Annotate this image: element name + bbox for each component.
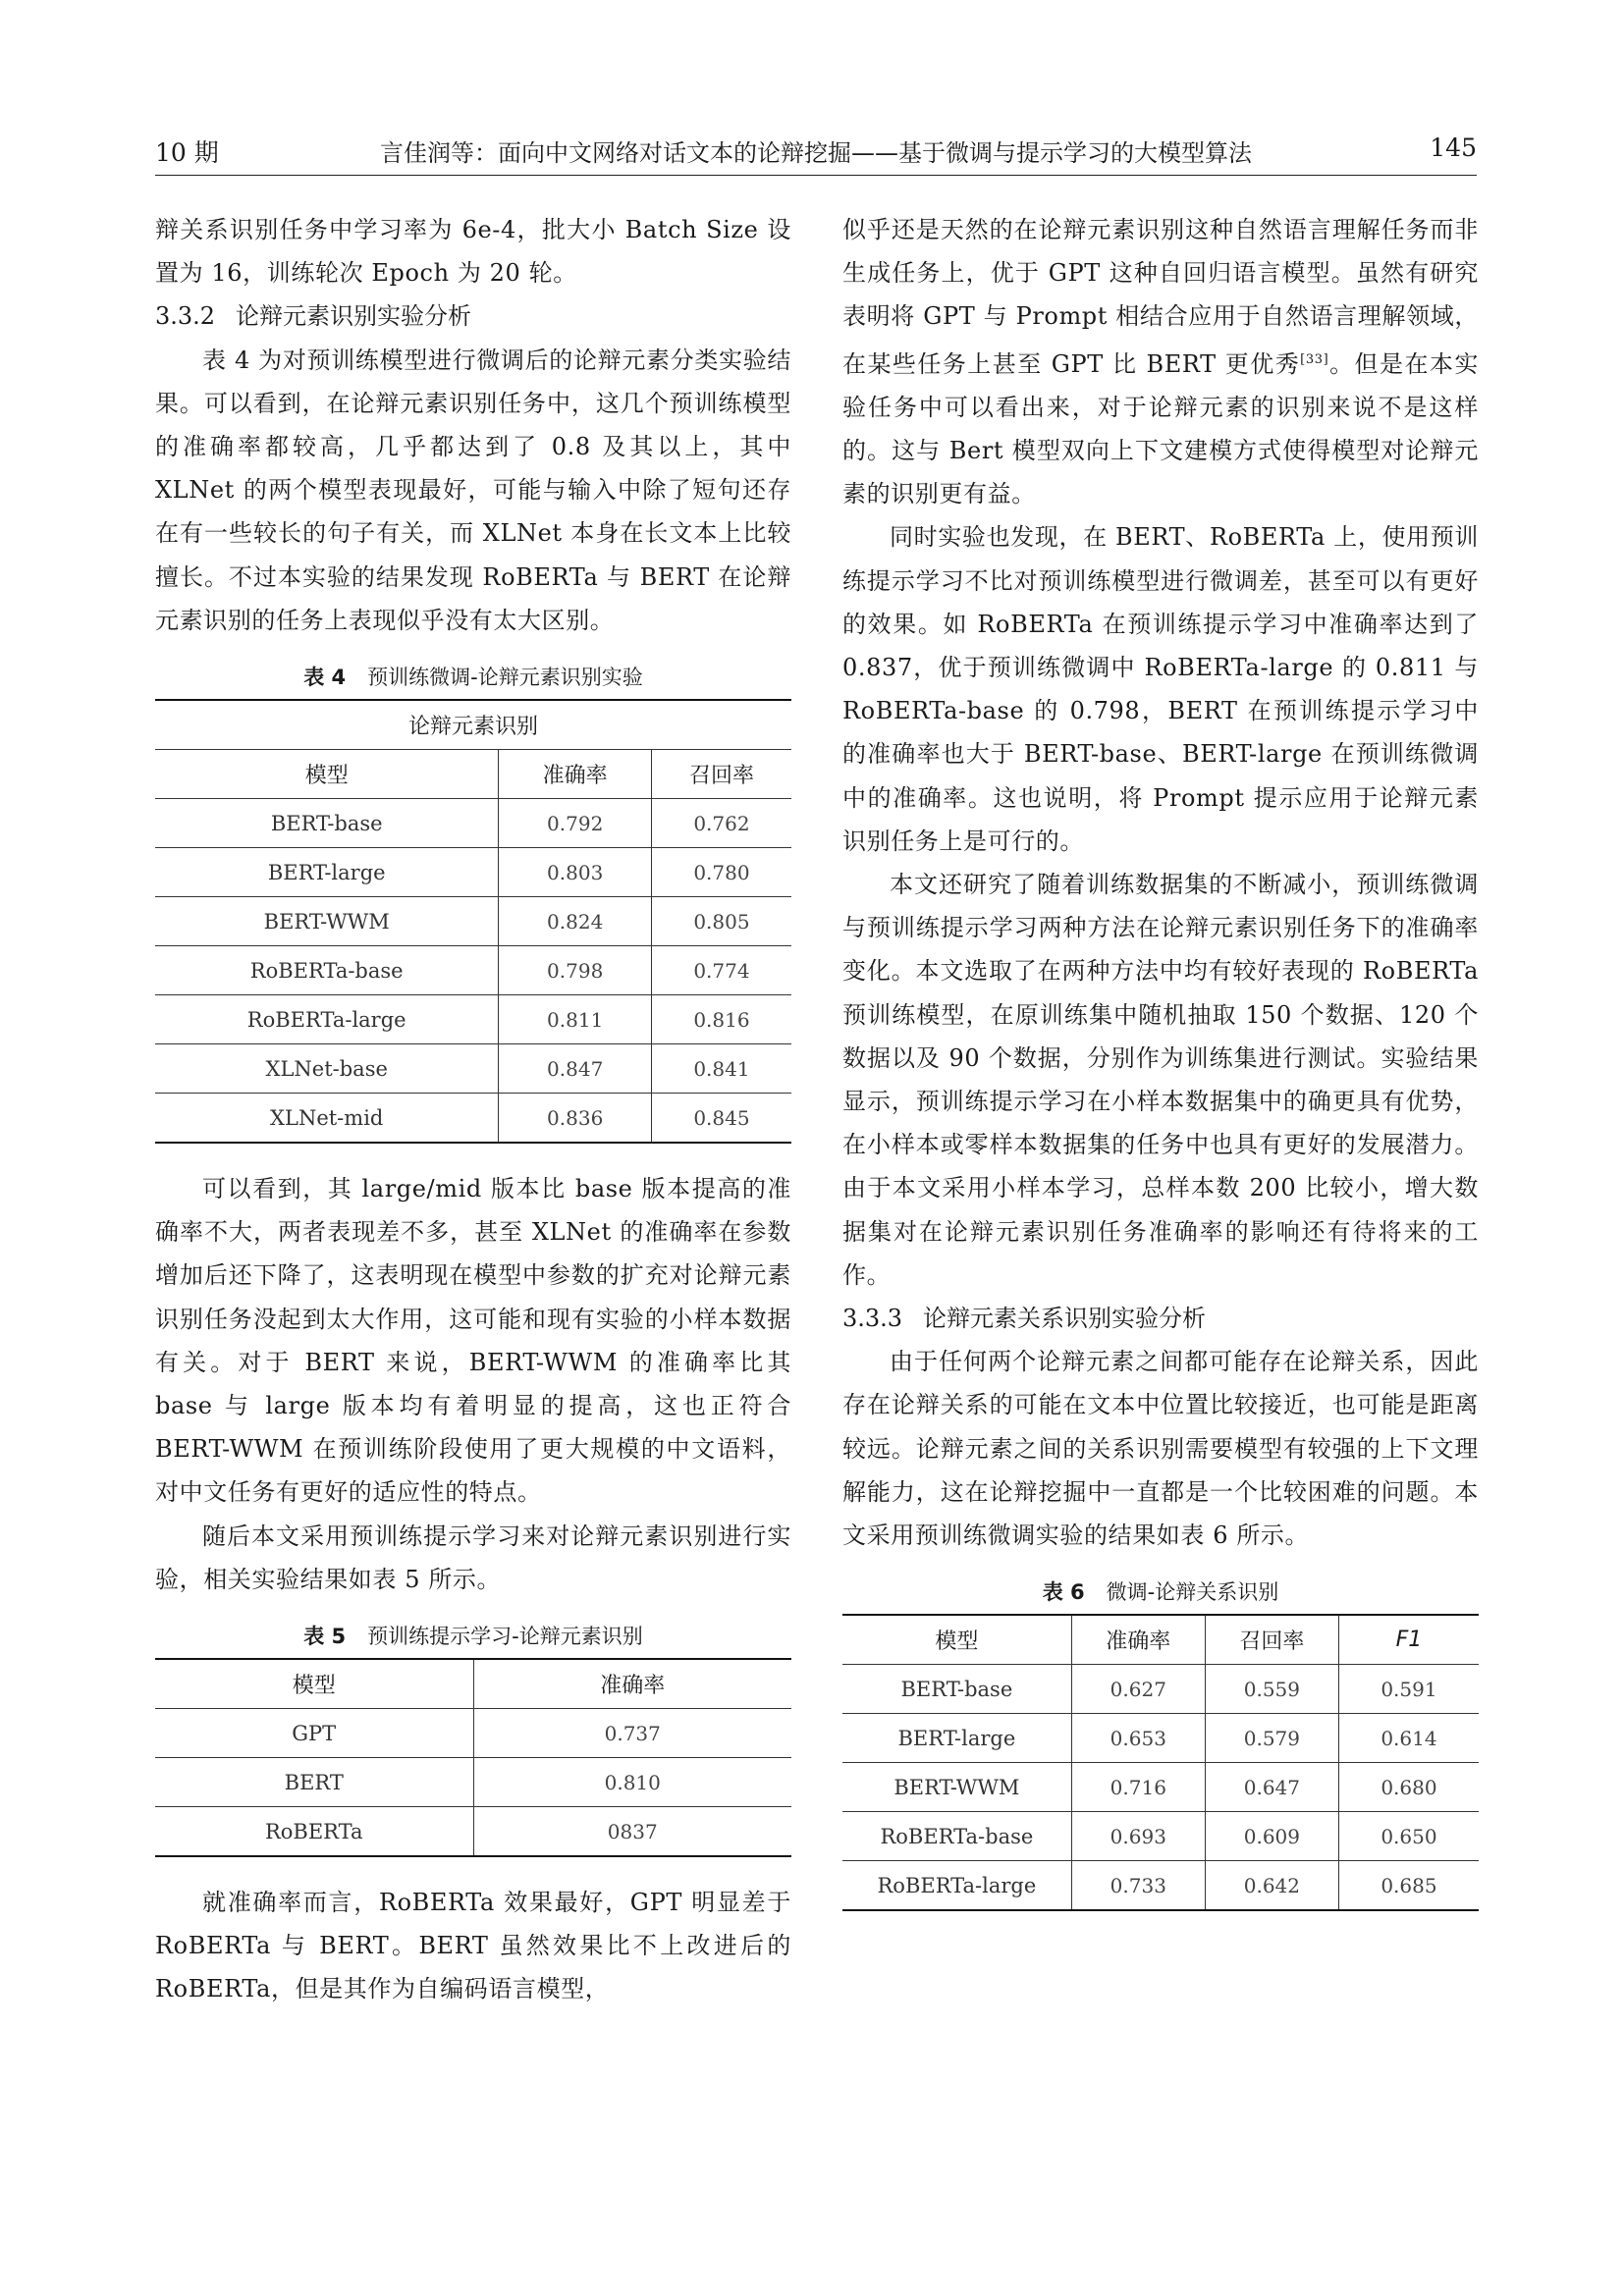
table-row <box>155 1094 791 1144</box>
table-caption <box>842 1576 1479 1608</box>
table-row <box>155 799 791 848</box>
table-4 <box>155 699 791 1144</box>
table-cell: 0.841 <box>651 1044 791 1094</box>
table-cell: RoBERTa-base <box>842 1812 1071 1861</box>
table-cell: 0.816 <box>651 995 791 1044</box>
paragraph <box>842 208 1479 515</box>
table-number: 表 4 <box>303 666 347 690</box>
issue-number: 10 期 <box>155 138 219 167</box>
table-row <box>842 1812 1479 1861</box>
table-cell: RoBERTa-base <box>155 946 499 995</box>
table-caption <box>155 662 791 693</box>
table-cell: 0.559 <box>1205 1665 1338 1714</box>
table-cell: 0.811 <box>499 995 652 1044</box>
table-cell: 0.591 <box>1338 1665 1479 1714</box>
table-cell: 0.836 <box>499 1094 652 1144</box>
table-column-header: 模型 <box>155 1659 473 1709</box>
table-cell: 0.803 <box>499 848 652 897</box>
table-row <box>842 1714 1479 1763</box>
table-cell: XLNet-mid <box>155 1094 499 1144</box>
table-cell: RoBERTa <box>155 1807 473 1857</box>
paragraph: 可以看到，其 large/mid 版本比 base 版本提高的准确率不大，两者表现差不多，甚至 XLNet 的准确率在参数增加后还下降了，这表明现在模型中参数的扩充对论辩元素识别任务没起到太大作用，这可能和现有实验的小样本数据有关。对于 BERT 来说，BERT-WWM 的准确率比其 base 与 large 版本均有着明显的提高，这也正符合 BERT-WWM 在预训练阶段使用了更大规模的中文语料，对中文任务有更好的适应性的特点。 <box>155 1175 791 1507</box>
paragraph: 同时实验也发现，在 BERT、RoBERTa 上，使用预训练提示学习不比对预训练模型进行微调差，甚至可以有更好的效果。如 RoBERTa 在预训练提示学习中准确率达到了 0.837，优于预训练微调中 RoBERTa-large 的 0.811 与 RoBERTa-base 的 0.798，BERT 在预训练提示学习中的准确率也大于 BERT-base、BERT-large 在预训练微调中的准确率。这也说明，将 Prompt 提示应用于论辩元素识别任务上是可行的。 <box>842 523 1479 855</box>
paragraph: 辩关系识别任务中学习率为 6e-4，批大小 Batch Size 设置为 16，训练轮次 Epoch 为 20 轮。 <box>155 216 791 288</box>
table-cell: 0.579 <box>1205 1714 1338 1763</box>
table-row <box>155 1807 791 1857</box>
section-heading <box>842 1297 1479 1340</box>
table-cell: 0.810 <box>473 1758 791 1807</box>
table-column-header: F1 <box>1338 1615 1479 1665</box>
page-number: 145 <box>1430 133 1477 162</box>
header-rule <box>155 175 1477 176</box>
table-cell: 0.805 <box>651 897 791 946</box>
paragraph: 随后本文采用预训练提示学习来对论辩元素识别进行实验，相关实验结果如表 5 所示。 <box>155 1522 791 1593</box>
table-column-header: 准确率 <box>499 750 652 799</box>
table-cell: BERT-large <box>842 1714 1071 1763</box>
section-number: 3.3.2 <box>155 302 216 331</box>
table-cell: BERT-WWM <box>842 1763 1071 1812</box>
table-row <box>155 1709 791 1758</box>
table-row <box>155 897 791 946</box>
citation-marker: [33] <box>1300 351 1329 367</box>
table-row <box>842 1665 1479 1714</box>
table-cell: 0.685 <box>1338 1861 1479 1911</box>
table-cell: 0837 <box>473 1807 791 1857</box>
table-cell: 0.716 <box>1071 1763 1205 1812</box>
table-title: 预训练提示学习-论辩元素识别 <box>367 1625 643 1649</box>
table-cell: 0.627 <box>1071 1665 1205 1714</box>
table-cell: 0.733 <box>1071 1861 1205 1911</box>
paragraph: 本文还研究了随着训练数据集的不断减小，预训练微调与预训练提示学习两种方法在论辩元素识别任务下的准确率变化。本文选取了在两种方法中均有较好表现的 RoBERTa 预训练模型，在原训练集中随机抽取 150 个数据、120 个数据以及 90 个数据，分别作为训练集进行测试。实验结果显示，预训练提示学习在小样本数据集中的确更具有优势，在小样本或零样本数据集的任务中也具有更好的发展潜力。由于本文采用小样本学习，总样本数 200 比较小，增大数据集对在论辩元素识别任务准确率的影响还有待将来的工作。 <box>842 871 1479 1289</box>
section-title: 论辩元素关系识别实验分析 <box>923 1305 1206 1333</box>
table-cell: GPT <box>155 1709 473 1758</box>
table-cell: 0.647 <box>1205 1763 1338 1812</box>
table-number: 表 5 <box>303 1625 347 1649</box>
paragraph: 表 4 为对预训练模型进行微调后的论辩元素分类实验结果。可以看到，在论辩元素识别任务中，这几个预训练模型的准确率都较高，几乎都达到了 0.8 及其以上，其中 XLNet 的两个模型表现最好，可能与输入中除了短句还存在有一些较长的句子有关，而 XLNet 本身在长文本上比较擅长。不过本实验的结果发现 RoBERTa 与 BERT 在论辩元素识别的任务上表现似乎没有太大区别。 <box>155 346 791 634</box>
table-cell: 0.642 <box>1205 1861 1338 1911</box>
table-cell: 0.762 <box>651 799 791 848</box>
table-cell: RoBERTa-large <box>155 995 499 1044</box>
paragraph: 就准确率而言，RoBERTa 效果最好，GPT 明显差于 RoBERTa 与 BERT。BERT 虽然效果比不上改进后的 RoBERTa，但是其作为自编码语言模型， <box>155 1889 791 2003</box>
table-column-header: 召回率 <box>1205 1615 1338 1665</box>
table-row <box>155 848 791 897</box>
table-row <box>155 946 791 995</box>
table-row <box>842 1763 1479 1812</box>
table-caption <box>155 1621 791 1652</box>
right-column <box>842 208 1479 1911</box>
table-column-header: 召回率 <box>651 750 791 799</box>
section-number: 3.3.3 <box>842 1305 903 1333</box>
table-title: 预训练微调-论辩元素识别实验 <box>367 666 643 690</box>
table-cell: 0.680 <box>1338 1763 1479 1812</box>
table-cell: BERT-base <box>155 799 499 848</box>
table-cell: 0.798 <box>499 946 652 995</box>
table-row <box>842 1861 1479 1911</box>
table-cell: RoBERTa-large <box>842 1861 1071 1911</box>
paragraph: 由于任何两个论辩元素之间都可能存在论辩关系，因此存在论辩关系的可能在文本中位置比较接近，也可能是距离较远。论辩元素之间的关系识别需要模型有较强的上下文理解能力，这在论辩挖掘中一直都是一个比较困难的问题。本文采用预训练微调实验的结果如表 6 所示。 <box>842 1348 1479 1550</box>
table-column-header: 准确率 <box>1071 1615 1205 1665</box>
table-column-header: 模型 <box>842 1615 1071 1665</box>
table-row <box>155 1758 791 1807</box>
table-row <box>155 1044 791 1094</box>
table-cell: 0.824 <box>499 897 652 946</box>
table-column-header: 准确率 <box>473 1659 791 1709</box>
table-cell: 0.650 <box>1338 1812 1479 1861</box>
table-group-header: 论辩元素识别 <box>155 700 791 750</box>
table-cell: BERT-large <box>155 848 499 897</box>
table-cell: BERT-base <box>842 1665 1071 1714</box>
table-cell: BERT <box>155 1758 473 1807</box>
table-cell: 0.609 <box>1205 1812 1338 1861</box>
table-cell: 0.780 <box>651 848 791 897</box>
table-cell: 0.792 <box>499 799 652 848</box>
table-cell: 0.693 <box>1071 1812 1205 1861</box>
paragraph-text: 似乎还是天然的在论辩元素识别这种自然语言理解任务而非生成任务上，优于 GPT 这种自回归语言模型。虽然有研究表明将 GPT 与 Prompt 相结合应用于自然语言理解领域，在某些任务上甚至 GPT 比 BERT 更优秀 <box>842 216 1479 378</box>
section-heading <box>155 294 791 338</box>
table-cell: BERT-WWM <box>155 897 499 946</box>
paragraph-text: 。但是在本实验任务中可以看出来，对于论辩元素的识别来说不是这样的。这与 Bert 模型双向上下文建模方式使得模型对论辩元素的识别更有益。 <box>842 349 1479 508</box>
table-cell: 0.653 <box>1071 1714 1205 1763</box>
table-cell: 0.774 <box>651 946 791 995</box>
left-column <box>155 208 791 2011</box>
running-header <box>155 133 1477 173</box>
table-cell: 0.614 <box>1338 1714 1479 1763</box>
table-column-header: 模型 <box>155 750 499 799</box>
table-number: 表 6 <box>1042 1580 1085 1605</box>
table-5 <box>155 1658 791 1857</box>
table-cell: XLNet-base <box>155 1044 499 1094</box>
table-6 <box>842 1614 1479 1911</box>
running-title: 言佳润等：面向中文网络对话文本的论辩挖掘——基于微调与提示学习的大模型算法 <box>380 139 1252 167</box>
table-cell: 0.847 <box>499 1044 652 1094</box>
table-title: 微调-论辩关系识别 <box>1106 1580 1279 1605</box>
table-cell: 0.737 <box>473 1709 791 1758</box>
table-cell: 0.845 <box>651 1094 791 1144</box>
section-title: 论辩元素识别实验分析 <box>236 302 471 331</box>
table-row <box>155 995 791 1044</box>
